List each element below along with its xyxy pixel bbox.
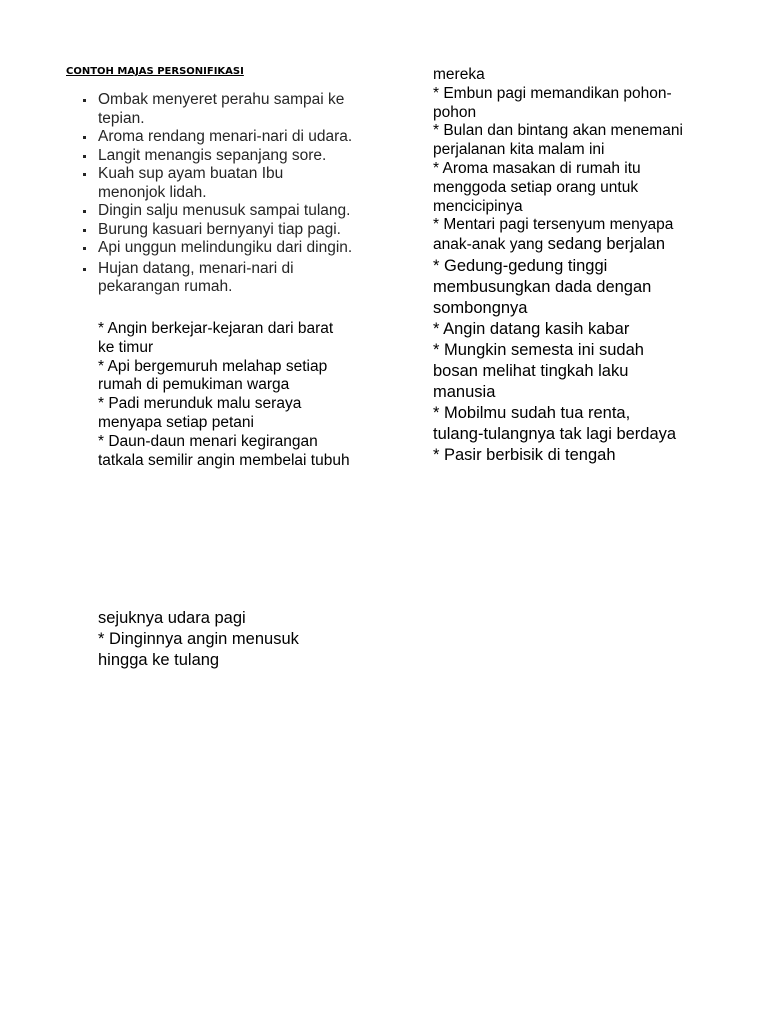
list-item-text: Langit menangis sepanjang sore. (98, 146, 327, 164)
document-title: CONTOH MAJAS PERSONIFIKASI (66, 66, 244, 77)
right-large-block (433, 256, 733, 466)
mixed-text-line (433, 235, 733, 255)
text-line: menyapa setiap petani (98, 413, 254, 431)
text-line: * Dinginnya angin menusuk (98, 630, 299, 648)
text-line: * Angin berkejar-kejaran dari barat (98, 320, 334, 337)
text-line: * Bulan dan bintang akan menemani (433, 122, 683, 140)
list-item-text: Aroma rendang menari-nari di udara. (98, 128, 353, 145)
text-fragment-small: anak-anak yang (433, 236, 548, 254)
text-line: sombongnya (433, 299, 528, 317)
text-line: hingga ke tulang (98, 651, 220, 669)
text-line: membusungkan dada dengan (433, 278, 652, 296)
list-item-text: Ombak menyeret perahu sampai ke (98, 91, 345, 108)
text-line: mereka (433, 66, 485, 83)
text-line: * Padi merunduk malu seraya (98, 395, 302, 413)
text-line: * Daun-daun menari kegirangan (98, 432, 318, 450)
text-line: * Gedung-gedung tinggi (433, 257, 608, 275)
list-item (80, 221, 370, 240)
text-line: * Mungkin semesta ini sudah (433, 341, 644, 359)
text-line: sejuknya udara pagi (98, 609, 246, 627)
list-item (80, 239, 370, 258)
list-item (80, 91, 370, 128)
left-star-block (98, 320, 388, 470)
list-item (80, 260, 370, 297)
list-item-text: Dingin salju menusuk sampai tulang. (98, 202, 351, 219)
text-line: pohon (433, 103, 477, 121)
text-line: bosan melihat tingkah laku (433, 362, 629, 380)
text-line: tatkala semilir angin membelai tubuh (98, 451, 350, 469)
list-item (80, 165, 370, 202)
left-bottom-block (98, 608, 388, 671)
list-item-text: Kuah sup ayam buatan Ibu (98, 165, 284, 182)
text-line: * Aroma masakan di rumah itu (433, 159, 641, 177)
text-line: * Mentari pagi tersenyum menyapa (433, 216, 674, 234)
list-item-text: tepian. (98, 109, 145, 127)
right-small-block (433, 66, 733, 255)
text-line: * Api bergemuruh melahap setiap (98, 357, 328, 375)
text-line: ke timur (98, 338, 154, 356)
text-line: tulang-tulangnya tak lagi berdaya (433, 425, 677, 443)
list-item (80, 128, 370, 147)
text-line: manusia (433, 383, 496, 401)
list-item-text: menonjok lidah. (98, 183, 207, 201)
text-line: * Embun pagi memandikan pohon- (433, 84, 672, 102)
text-line: perjalanan kita malam ini (433, 141, 605, 159)
list-item-text: pekarangan rumah. (98, 278, 233, 295)
list-item (80, 202, 370, 221)
text-line: * Angin datang kasih kabar (433, 320, 630, 338)
text-line: mencicipinya (433, 197, 523, 215)
bullet-list (80, 91, 370, 297)
list-item-text: Burung kasuari bernyanyi tiap pagi. (98, 220, 341, 238)
list-item-text: Api unggun melindungiku dari dingin. (98, 239, 353, 256)
list-item-text: Hujan datang, menari-nari di (98, 259, 294, 277)
text-line: menggoda setiap orang untuk (433, 178, 639, 196)
text-line: * Mobilmu sudah tua renta, (433, 404, 631, 422)
text-line: * Pasir berbisik di tengah (433, 446, 616, 464)
text-fragment-large: sedang berjalan (547, 235, 666, 254)
text-line: rumah di pemukiman warga (98, 376, 290, 394)
list-item (80, 147, 370, 166)
